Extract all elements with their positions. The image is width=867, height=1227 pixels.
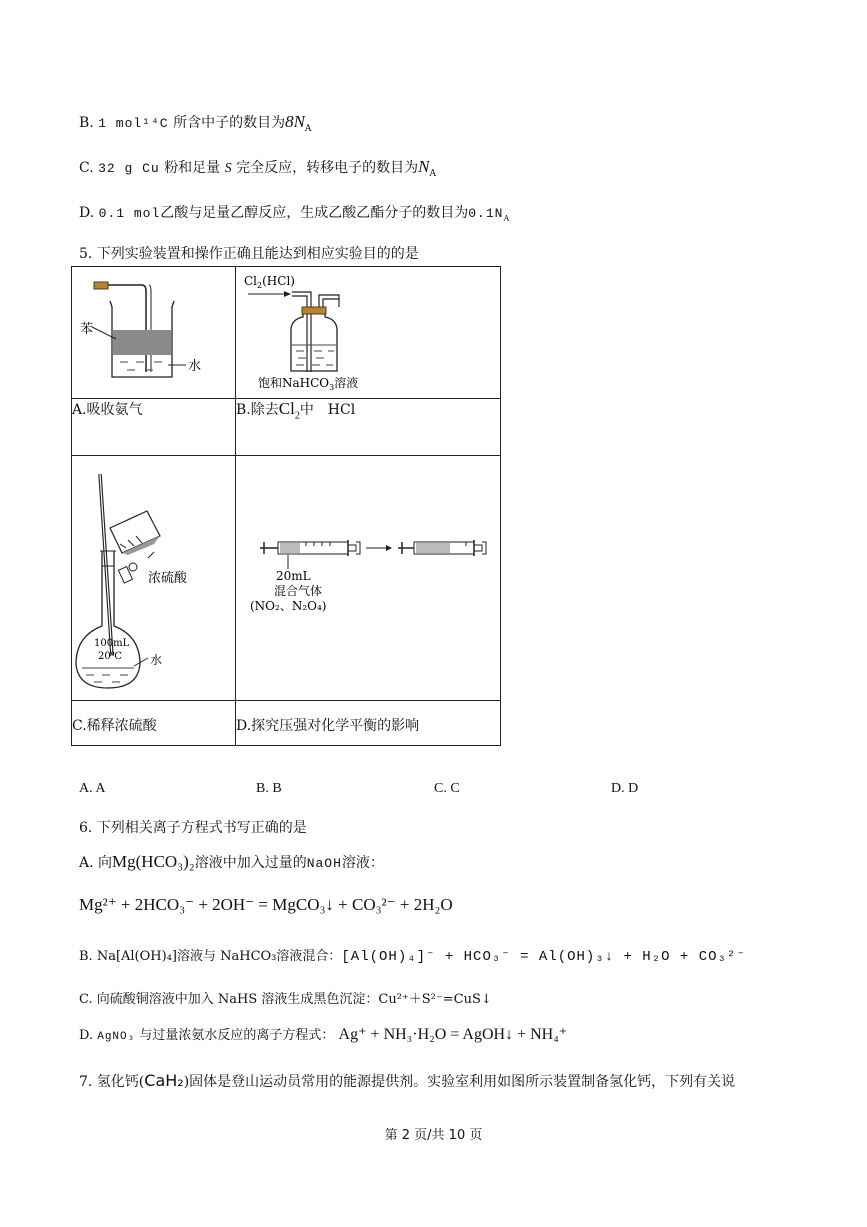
caption-c: C.稀释浓硫酸: [72, 701, 236, 746]
q4-option-d: D. 0.1 mol乙酸与足量乙醇反应，生成乙酸乙酯分子的数目为$0.1N_A$: [79, 205, 510, 223]
svg-text:20mL: 20mL: [276, 569, 311, 583]
svg-text:100mL: 100mL: [94, 638, 130, 649]
gas-washing-bottle-figure: [236, 267, 500, 394]
q6-option-c: C. 向硫酸铜溶液中加入 NaHS 溶液生成黑色沉淀：Cu²⁺＋S²⁻=CuS↓: [79, 992, 492, 1007]
caption-d: D.探究压强对化学平衡的影响: [236, 701, 501, 746]
page-footer: 第 2 页/共 10 页: [384, 1128, 483, 1143]
option-a: A. A: [79, 781, 106, 796]
caption-b: B.除去$Cl_2$中 HCl: [236, 399, 501, 456]
apparatus-table: [71, 266, 501, 746]
water-label: 水: [188, 359, 202, 374]
question-6-stem: 6. 下列相关离子方程式书写正确的是: [79, 820, 307, 836]
q6-equation-a: Mg²⁺ + 2HCO₃⁻ + 2OH⁻ = MgCO₃↓ + CO₃²⁻ + 2H₂O: [79, 895, 453, 914]
q4-option-c: C. 32 g Cu 粉和足量 S 完全反应，转移电子的数目为$N_A$: [79, 157, 436, 179]
svg-text:Cl2(HCl): $Cl_2(HCl)$: [244, 274, 295, 290]
option-b: B. B: [256, 781, 282, 796]
beaker-apparatus-figure: [72, 267, 235, 394]
q6-option-b: B. Na[Al(OH)₄]溶液与 NaHCO₃溶液混合：[Al(OH)₄]⁻ + HCO₃⁻ = Al(OH)₃↓ + H₂O + CO₃²⁻: [79, 949, 746, 965]
option-c: C. C: [434, 781, 460, 796]
q6-option-a: A. 向Mg(HCO₃)₂溶液中加入过量的NaOH溶液：: [79, 852, 384, 871]
caption-a: A.吸收氨气: [72, 399, 236, 456]
svg-text:混合气体: 混合气体: [274, 584, 323, 598]
question-5-stem: 5. 下列实验装置和操作正确且能达到相应实验目的的是: [79, 246, 419, 262]
conc-acid-label: 浓硫酸: [148, 571, 188, 586]
apparatus-a-cell: [72, 267, 236, 399]
svg-text:饱和NaHCO3溶液: 饱和NaHCO$_3$溶液: [258, 376, 359, 392]
q6-option-d: D. AgNO₃ 与过量浓氨水反应的离子方程式： Ag⁺ + NH₃·H₂O = AgOH↓ + NH₄⁺: [79, 1026, 568, 1043]
svg-text:(NO₂、N₂O₄): (NO₂、N₂O₄): [250, 599, 327, 613]
option-d: D. D: [611, 781, 639, 796]
q4-option-b: B. 1 mol¹⁴C 所含中子的数目为$8N_A$: [79, 112, 312, 134]
benzene-label: 苯: [80, 322, 94, 337]
volumetric-flask-figure: [72, 456, 235, 696]
apparatus-b-cell: [236, 267, 501, 399]
water-label-2: 水: [150, 653, 163, 667]
syringe-figure: [236, 456, 500, 696]
apparatus-c-cell: [72, 456, 236, 701]
question-7-stem: 7. 氢化钙(CaH₂)固体是登山运动员常用的能源提供剂。实验室利用如图所示装置制备氢化钙，下列有关说: [79, 1071, 736, 1090]
apparatus-d-cell: [236, 456, 501, 701]
svg-text:20℃: 20℃: [98, 651, 122, 662]
